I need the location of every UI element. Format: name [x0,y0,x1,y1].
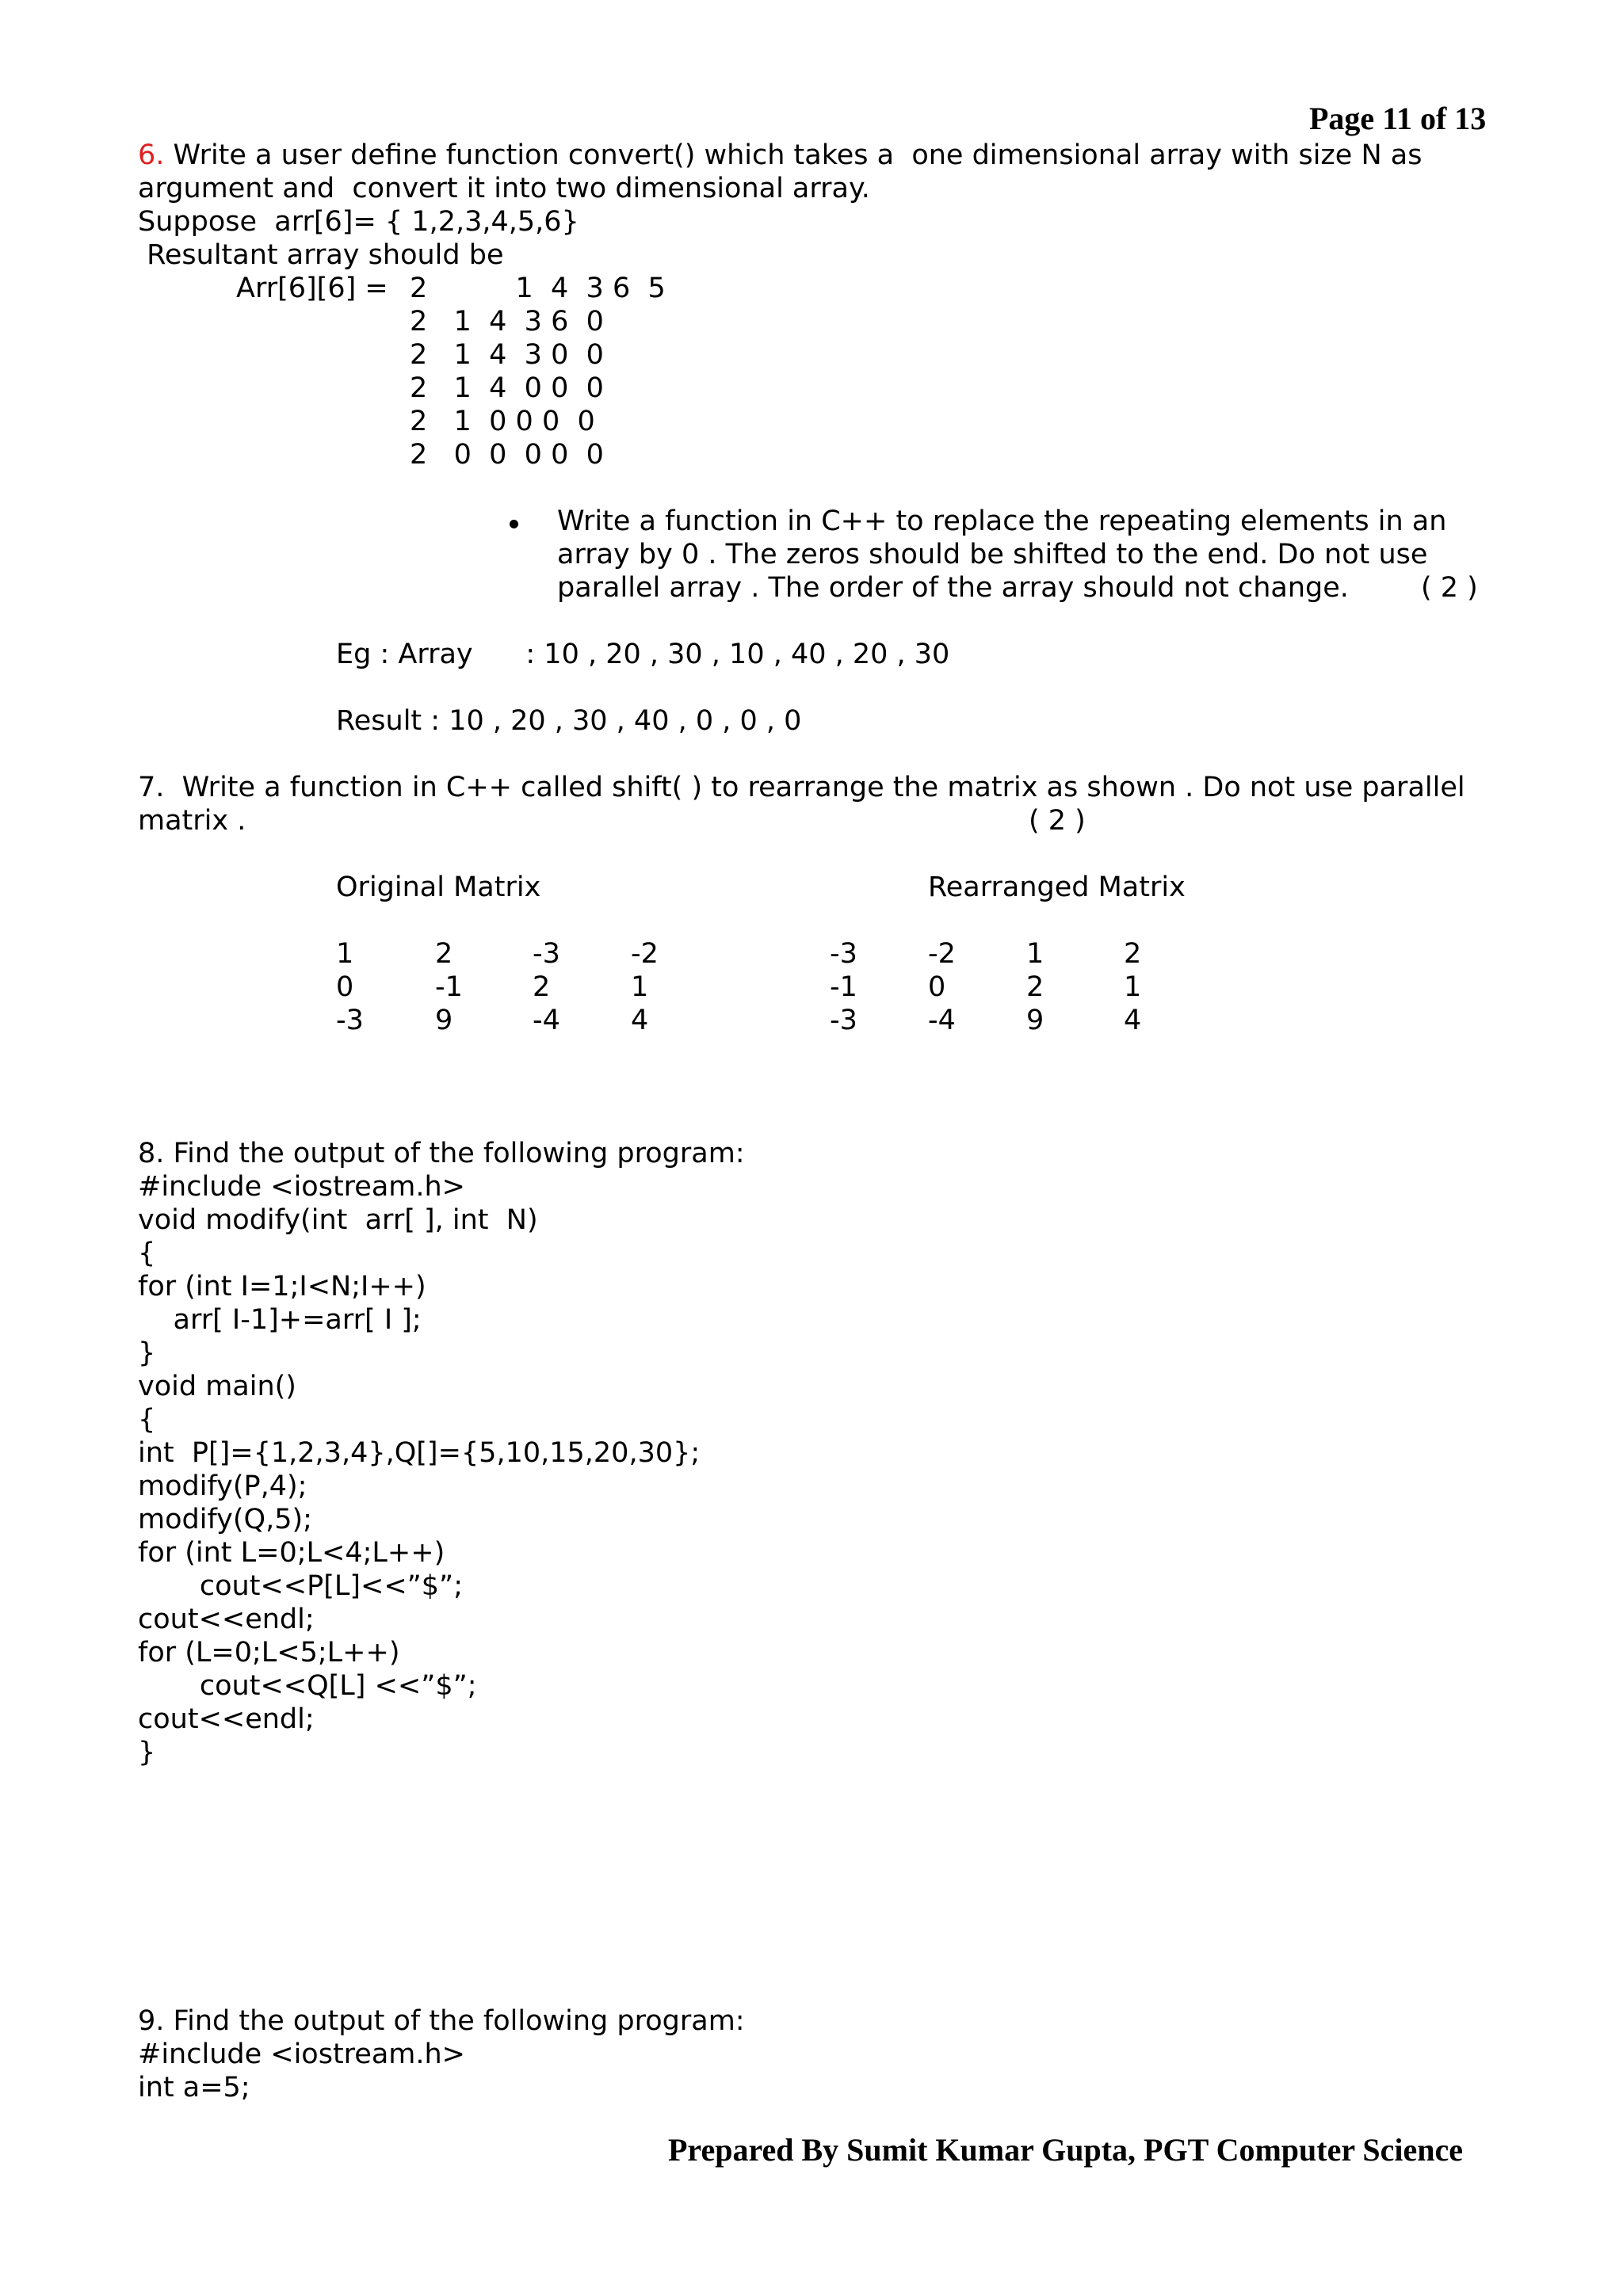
matrix-cell: -2 [928,938,956,970]
code-line: { [138,1404,156,1436]
question-6-number: 6. [138,139,165,171]
matrix-cell: -1 [435,971,463,1003]
question-6-line-3: Suppose arr[6]= { 1,2,3,4,5,6} [138,206,579,238]
question-6-array-label: Arr[6][6] = [236,273,388,304]
question-8-title: 8. Find the output of the following program: [138,1138,745,1169]
matrix-cell: -2 [631,938,659,970]
matrix-cell: 4 [1124,1005,1142,1036]
code-line: #include <iostream.h> [138,2039,466,2070]
question-6-line-4: Resultant array should be [138,239,504,271]
matrix-cell: 0 [928,971,946,1003]
code-line: } [138,1737,156,1768]
matrix-cell: -4 [533,1005,560,1036]
original-matrix-title: Original Matrix [336,871,541,903]
matrix-cell: 1 [1026,938,1044,970]
code-line: cout<<P[L]<<”$”; [138,1570,463,1602]
bullet-question-line-2: array by 0 . The zeros should be shifted to the end. Do not use [557,539,1428,570]
rearranged-matrix-title: Rearranged Matrix [928,871,1186,903]
code-line: for (int L=0;L<4;L++) [138,1537,445,1569]
code-line: int a=5; [138,2072,250,2103]
matrix-cell: -3 [533,938,560,970]
code-line: int P[]={1,2,3,4},Q[]={5,10,15,20,30}; [138,1437,701,1469]
code-line: #include <iostream.h> [138,1171,466,1203]
question-6-line-1-text: Write a user define function convert() which takes a one dimensional array with size N as [164,139,1423,171]
matrix-cell: 2 [533,971,551,1003]
matrix-cell: 2 [435,938,453,970]
matrix-cell: 4 [631,1005,649,1036]
bullet-question-marks: ( 2 ) [1421,572,1478,604]
matrix-cell: 9 [1026,1005,1044,1036]
question-7-marks: ( 2 ) [1029,805,1086,837]
code-line: cout<<Q[L] <<”$”; [138,1670,477,1702]
matrix-cell: -4 [928,1005,956,1036]
matrix-cell: 2 [1124,938,1142,970]
matrix-cell: -3 [830,938,857,970]
matrix-cell: -1 [830,971,857,1003]
question-6-line-2: argument and convert it into two dimensional array. [138,173,870,204]
bullet-question-result: Result : 10 , 20 , 30 , 40 , 0 , 0 , 0 [336,705,802,737]
matrix-cell: 2 [1026,971,1044,1003]
code-line: for (int I=1;I<N;I++) [138,1271,426,1302]
code-line: } [138,1337,156,1369]
code-line: for (L=0;L<5;L++) [138,1637,400,1669]
code-line: modify(P,4); [138,1470,307,1502]
bullet-question-line-1: Write a function in C++ to replace the repeating elements in an [557,505,1447,537]
question-9-title: 9. Find the output of the following program: [138,2005,745,2037]
question-6-array-row: 2 0 0 0 0 0 [410,439,604,471]
question-6-array-row: 2 1 4 3 6 5 [410,273,666,304]
question-6-array-row: 2 1 0 0 0 0 [410,406,595,437]
question-6-line-1 [138,139,1422,172]
question-6-array-row: 2 1 4 3 6 0 [410,306,604,338]
footer-credit: Prepared By Sumit Kumar Gupta, PGT Computer Science [668,2132,1463,2168]
matrix-cell: -3 [830,1005,857,1036]
page-number: Page 11 of 13 [1309,101,1487,136]
question-7-line-1: 7. Write a function in C++ called shift( ) to rearrange the matrix as shown . Do not use parallel [138,772,1465,803]
question-8-code-block [138,1170,700,1769]
matrix-cell: -3 [336,1005,364,1036]
matrix-cell: 1 [336,938,354,970]
code-line: arr[ I-1]+=arr[ I ]; [138,1304,422,1336]
code-line: { [138,1238,156,1269]
matrix-cell: 1 [631,971,649,1003]
question-9-code-block [138,2038,465,2104]
question-6-array-row: 2 1 4 0 0 0 [410,372,604,404]
matrix-cell: 0 [336,971,354,1003]
matrix-cell: 9 [435,1005,453,1036]
question-6-array-row: 2 1 4 3 0 0 [410,339,604,371]
code-line: void main() [138,1371,296,1402]
code-line: cout<<endl; [138,1604,315,1635]
code-line: void modify(int arr[ ], int N) [138,1204,538,1236]
matrix-cell: 1 [1124,971,1142,1003]
bullet-point [510,520,518,528]
bullet-question-example: Eg : Array : 10 , 20 , 30 , 10 , 40 , 20 , 30 [336,639,950,670]
bullet-question-line-3: parallel array . The order of the array should not change. [557,572,1349,604]
code-line: cout<<endl; [138,1703,315,1735]
code-line: modify(Q,5); [138,1504,312,1535]
question-7-line-2: matrix . [138,805,246,837]
